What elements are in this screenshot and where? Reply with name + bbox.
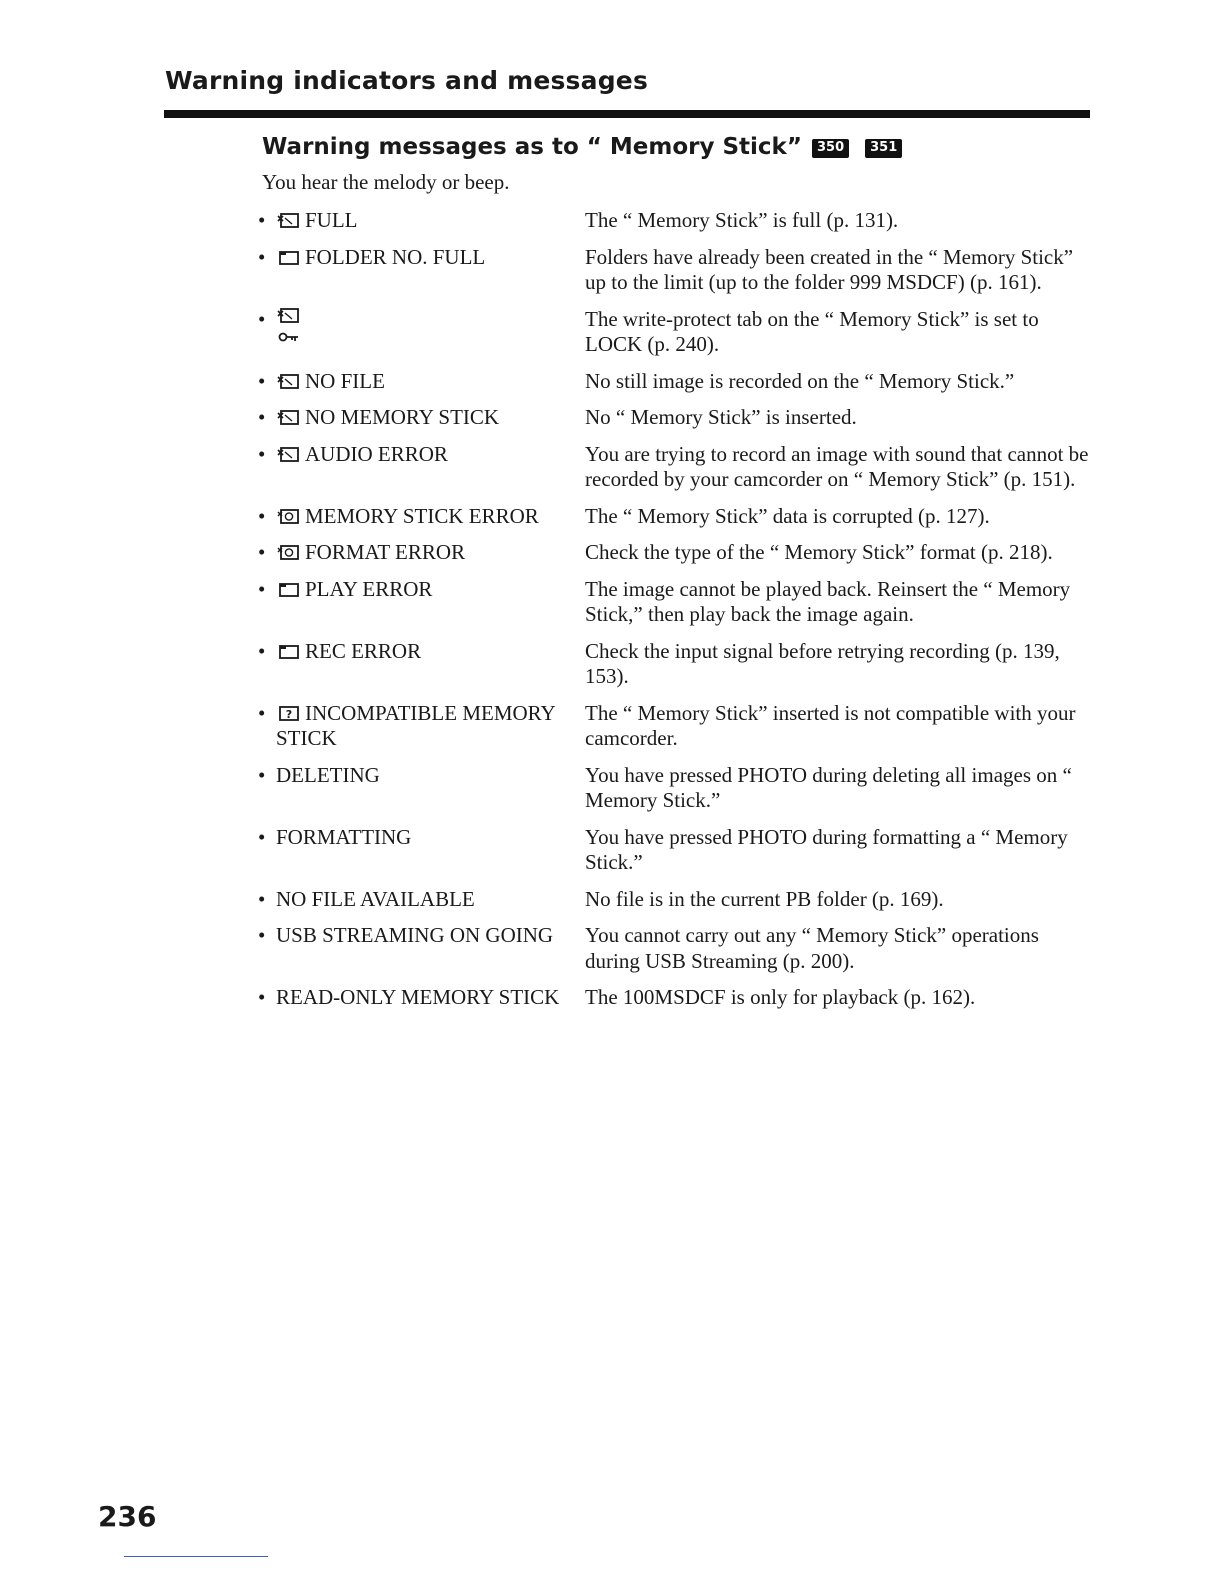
warning-term: [258, 208, 585, 234]
svg-text:?: ?: [285, 707, 293, 721]
bullet: •: [258, 700, 266, 725]
bullet: •: [258, 441, 266, 466]
warning-description: The 100MSDCF is only for playback (p. 162).: [585, 985, 976, 1009]
bullet: •: [258, 576, 266, 601]
warning-term: [258, 923, 585, 974]
warning-term-label: NO MEMORY STICK: [305, 405, 500, 429]
bullet: •: [258, 985, 266, 1009]
warning-term-wrap: [276, 825, 585, 876]
warning-term-wrap: [276, 540, 585, 566]
warning-term: [258, 442, 585, 493]
warning-row: [258, 504, 1098, 530]
memory-stick-key-icon: [276, 307, 300, 324]
bullet: •: [258, 923, 266, 947]
warning-term-label: FULL: [305, 208, 358, 232]
memory-stick-icon: [276, 212, 300, 229]
warning-term: [258, 577, 585, 628]
warning-term-wrap: [276, 307, 585, 358]
warning-term: [258, 985, 585, 1011]
folder-icon: [276, 643, 300, 660]
model-badge-350: 350: [812, 139, 849, 158]
warning-term-label: READ-ONLY MEMORY STICK: [276, 985, 560, 1009]
warning-description: Folders have already been created in the “ Memory Stick” up to the limit (up to the folder 999 MSDCF) (p. 161).: [585, 244, 1074, 294]
header-rule: [164, 110, 1090, 118]
bullet: •: [258, 540, 266, 564]
warning-row: [258, 639, 1098, 690]
warning-row: [258, 577, 1098, 628]
folder-icon: [276, 581, 300, 598]
bullet: •: [258, 762, 266, 787]
warning-row: [258, 985, 1098, 1011]
warning-row: [258, 923, 1098, 974]
warning-term: [258, 504, 585, 530]
warning-term: [258, 307, 585, 358]
bullet: •: [258, 368, 266, 393]
section-intro: You hear the melody or beep.: [262, 170, 510, 194]
warning-row: [258, 369, 1098, 395]
warning-term-label: INCOMPATIBLE MEMORY STICK: [276, 700, 555, 750]
warning-term-wrap: [276, 701, 585, 752]
warning-description: You are trying to record an image with sound that cannot be recorded by your camcorder on “ Memory Stick” (p. 151).: [585, 441, 1089, 491]
warning-row: [258, 540, 1098, 566]
page-header-title: Warning indicators and messages: [165, 66, 649, 95]
section-title-text: Warning messages as to “ Memory Stick”: [262, 134, 802, 160]
warning-term-wrap: [276, 763, 585, 814]
warning-row: [258, 701, 1098, 752]
warning-term: [258, 701, 585, 752]
warning-row: [258, 208, 1098, 234]
bullet: •: [258, 886, 266, 911]
warning-description: Check the input signal before retrying recording (p. 139, 153).: [585, 638, 1060, 688]
warning-term-wrap: [276, 639, 585, 690]
warning-row: [258, 307, 1098, 358]
folder-icon: [276, 249, 300, 266]
warning-term-label: USB STREAMING ON GOING: [276, 923, 554, 947]
warning-term-label: DELETING: [276, 762, 380, 787]
warning-description: Check the type of the “ Memory Stick” format (p. 218).: [585, 540, 1053, 564]
warning-term: [258, 540, 585, 566]
warning-description: You have pressed PHOTO during formatting a “ Memory Stick.”: [585, 824, 1068, 874]
warning-term: [258, 369, 585, 395]
bullet: •: [258, 306, 266, 331]
warning-term: [258, 405, 585, 431]
model-badge-351: 351: [865, 139, 902, 158]
warning-term-wrap: [276, 369, 585, 395]
warning-term-label: REC ERROR: [305, 638, 422, 663]
warning-description: You have pressed PHOTO during deleting all images on “ Memory Stick.”: [585, 762, 1072, 812]
warning-description: The write-protect tab on the “ Memory Stick” is set to LOCK (p. 240).: [585, 306, 1039, 356]
memory-stick-error-icon: [276, 508, 300, 525]
incompatible-icon: [276, 705, 300, 722]
warning-term-label: FORMAT ERROR: [305, 540, 466, 564]
warning-term-wrap: [276, 208, 585, 234]
bullet: •: [258, 244, 266, 269]
warning-term-label: MEMORY STICK ERROR: [305, 503, 539, 528]
warning-row: [258, 763, 1098, 814]
warning-term: [258, 887, 585, 913]
warning-term-wrap: [276, 923, 585, 974]
warning-term-label: NO FILE: [305, 368, 385, 393]
bullet: •: [258, 208, 266, 232]
warning-row: [258, 405, 1098, 431]
bullet: •: [258, 824, 266, 849]
warning-row: [258, 442, 1098, 493]
warning-description: The image cannot be played back. Reinsert the “ Memory Stick,” then play back the image again.: [585, 576, 1071, 626]
warning-row: [258, 825, 1098, 876]
page-number: 236: [98, 1500, 157, 1533]
warning-list: [258, 208, 1098, 1022]
warning-term-label: FOLDER NO. FULL: [305, 244, 486, 269]
warning-term-wrap: [276, 405, 585, 431]
warning-description: You cannot carry out any “ Memory Stick” operations during USB Streaming (p. 200).: [585, 923, 1039, 973]
warning-description: The “ Memory Stick” is full (p. 131).: [585, 208, 899, 232]
warning-term: [258, 763, 585, 814]
warning-term: [258, 639, 585, 690]
warning-term-wrap: [276, 245, 585, 296]
warning-row: [258, 887, 1098, 913]
warning-term-label: PLAY ERROR: [305, 576, 433, 601]
warning-term-label: AUDIO ERROR: [305, 441, 448, 466]
warning-term-wrap: [276, 887, 585, 913]
section-title: [262, 134, 902, 160]
bullet: •: [258, 405, 266, 429]
warning-description: No “ Memory Stick” is inserted.: [585, 405, 857, 429]
warning-description: No file is in the current PB folder (p. 169).: [585, 886, 944, 911]
memory-stick-icon: [276, 373, 300, 390]
memory-stick-error-icon: [276, 544, 300, 561]
warning-term-wrap: [276, 504, 585, 530]
warning-term-wrap: [276, 985, 585, 1011]
warning-term-wrap: [276, 442, 585, 493]
warning-term: [258, 825, 585, 876]
warning-term-label: FORMATTING: [276, 824, 412, 849]
warning-term-label: NO FILE AVAILABLE: [276, 886, 475, 911]
memory-stick-icon: [276, 409, 300, 426]
warning-description: No still image is recorded on the “ Memory Stick.”: [585, 368, 1015, 393]
warning-row: [258, 245, 1098, 296]
key-icon: [278, 331, 300, 343]
warning-term-wrap: [276, 577, 585, 628]
warning-description: The “ Memory Stick” inserted is not compatible with your camcorder.: [585, 700, 1076, 750]
warning-description: The “ Memory Stick” data is corrupted (p. 127).: [585, 503, 990, 528]
warning-term: [258, 245, 585, 296]
memory-stick-icon: [276, 446, 300, 463]
bullet: •: [258, 503, 266, 528]
bullet: •: [258, 638, 266, 663]
footer-line: [124, 1556, 268, 1557]
